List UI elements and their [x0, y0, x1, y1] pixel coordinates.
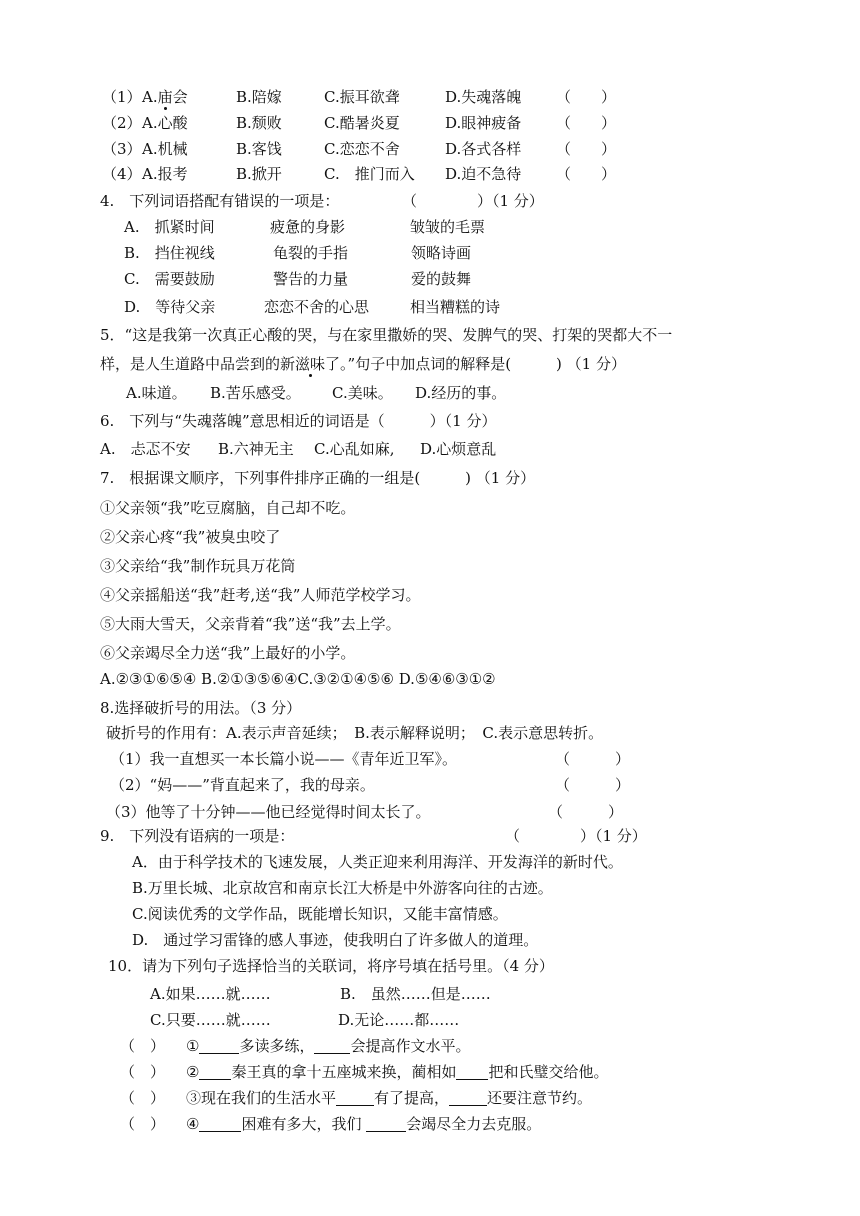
q10-option-b: B. 虽然……但是……: [340, 985, 491, 1003]
q10-s3-blank-1[interactable]: [336, 1089, 374, 1106]
q3-row-2-option-d[interactable]: D.眼神疲备: [445, 114, 522, 132]
q3-row-1-dotted-char: 庙: [157, 88, 173, 106]
q3-row-4-option-b[interactable]: B.掀开: [236, 165, 282, 183]
q8-dash-uses: 破折号的作用有：A.表示声音延续； B.表示解释说明； C.表示意思转折。: [106, 724, 604, 742]
q5-dotted-word: 滋味: [295, 355, 326, 373]
q10-s1-blank-2[interactable]: [314, 1037, 350, 1054]
q3-row-1-option-b[interactable]: B.陪嫁: [236, 88, 282, 106]
q7-event-1: ①父亲领“我”吃豆腐脑，自己却不吃。: [100, 499, 356, 517]
q10-s2-paren[interactable]: （ ）: [120, 1063, 166, 1081]
q3-row-3-option-d[interactable]: D.各式各样: [445, 140, 522, 158]
q8-stem: 8.选择破折号的用法。（3 分）: [100, 699, 302, 717]
q3-row-4-option-d[interactable]: D.迫不急待: [445, 165, 522, 183]
q8-item-3-paren[interactable]: （ ）: [548, 803, 624, 821]
q3-row-3-option-b[interactable]: B.客饯: [236, 140, 282, 158]
q3-row-4-option-c[interactable]: C. 推门而入: [324, 165, 415, 183]
q6-option-d[interactable]: D.心烦意乱: [420, 440, 497, 458]
q5-option-c[interactable]: C.美味。: [332, 384, 393, 402]
q10-s1-paren[interactable]: （ ）: [120, 1037, 166, 1055]
q9-option-b[interactable]: B.万里长城、北京故宫和南京长江大桥是中外游客向往的古迹。: [132, 879, 553, 897]
q3-row-2-option-c[interactable]: C.酷暑炎夏: [324, 114, 400, 132]
q5-option-a[interactable]: A.味道。: [126, 384, 187, 402]
q6-option-b[interactable]: B.六神无主: [218, 440, 294, 458]
q3-row-3-option-c[interactable]: C.恋恋不舍: [324, 140, 400, 158]
q3-row-1-answer-paren[interactable]: （ ）: [556, 88, 617, 106]
q3-row-3-number: （3）: [102, 140, 142, 158]
q7-event-2: ②父亲心疼“我”被臭虫咬了: [100, 528, 281, 546]
q3-row-2-answer-paren[interactable]: （ ）: [556, 114, 617, 132]
q6-stem: 6. 下列与“失魂落魄”意思相近的词语是（ ）（1 分）: [100, 412, 497, 430]
q10-option-a: A.如果……就……: [150, 985, 271, 1003]
q3-row-1-option-a[interactable]: A.庙会: [142, 88, 188, 106]
q10-s4-blank-1[interactable]: [199, 1115, 241, 1132]
q3-row-4-option-a[interactable]: A.报考: [142, 165, 188, 183]
q10-s4-blank-2[interactable]: [366, 1115, 406, 1132]
q6-option-a[interactable]: A. 忐忑不安: [100, 440, 191, 458]
q6-option-c[interactable]: C.心乱如麻,: [314, 440, 395, 458]
q10-option-d: D.无论……都……: [338, 1011, 460, 1029]
q5-option-b[interactable]: B.苦乐感受。: [210, 384, 301, 402]
q3-row-1-number: （1）: [102, 88, 142, 106]
q7-event-5: ⑤大雨大雪天，父亲背着“我”送“我”去上学。: [100, 615, 401, 633]
q3-row-2-number: （2）: [102, 114, 142, 132]
q5-option-d[interactable]: D.经历的事。: [415, 384, 507, 402]
q5-stem-line-1: 5．“这是我第一次真正心酸的哭，与在家里撒娇的哭、发脾气的哭、打架的哭都大不一: [100, 326, 673, 344]
q10-s3-blank-2[interactable]: [449, 1089, 487, 1106]
q9-option-a[interactable]: A．由于科学技术的飞速发展，人类正迎来利用海洋、开发海洋的新时代。: [132, 853, 623, 871]
q3-row-1-option-d[interactable]: D.失魂落魄: [445, 88, 522, 106]
q8-item-2: （2）“妈——”背直起来了，我的母亲。: [110, 776, 375, 794]
q10-stem: 10．请为下列句子选择恰当的关联词，将序号填在括号里。（4 分）: [108, 957, 554, 975]
q5-stem-line-2: 样，是人生道路中品尝到的新滋味了。”句子中加点词的解释是( ) （1 分）: [100, 355, 626, 373]
q4-stem: 4. 下列词语搭配有错误的一项是：: [100, 192, 340, 210]
q8-item-1-paren[interactable]: （ ）: [555, 750, 631, 768]
q10-s2-blank-1[interactable]: [199, 1063, 231, 1080]
q3-row-4-answer-paren[interactable]: （ ）: [556, 165, 617, 183]
q8-item-2-paren[interactable]: （ ）: [555, 776, 631, 794]
q3-row-2-option-a[interactable]: A.心酸: [142, 114, 188, 132]
q8-item-3: （3）他等了十分钟——他已经觉得时间太长了。: [106, 803, 431, 821]
q3-row-1-option-c[interactable]: C.振耳欲聋: [324, 88, 400, 106]
q10-s4-paren[interactable]: （ ）: [120, 1115, 166, 1133]
q7-stem: 7. 根据课文顺序，下列事件排序正确的一组是( ) （1 分）: [100, 469, 536, 487]
q3-row-3-answer-paren[interactable]: （ ）: [556, 140, 617, 158]
q4-answer-paren[interactable]: （ ）（1 分）: [402, 192, 544, 210]
q10-s3-paren[interactable]: （ ）: [120, 1089, 166, 1107]
q7-event-6: ⑥父亲竭尽全力送“我”上最好的小学。: [100, 644, 356, 662]
q3-row-2-option-b[interactable]: B.颓败: [236, 114, 282, 132]
q3-row-3-option-a[interactable]: A.机械: [142, 140, 188, 158]
q8-item-1: （1）我一直想买一本长篇小说——《青年近卫军》。: [110, 750, 458, 768]
q9-answer-paren[interactable]: （ ）（1 分）: [505, 827, 647, 845]
q10-s2-blank-2[interactable]: [456, 1063, 488, 1080]
q7-answer-options[interactable]: A.②③①⑥⑤④ B.②①③⑤⑥④C.③②①④⑤⑥ D.⑤④⑥③①②: [100, 670, 496, 688]
q9-stem: 9. 下列没有语病的一项是：: [100, 827, 295, 845]
q10-s1-blank-1[interactable]: [199, 1037, 239, 1054]
q10-option-c: C.只要……就……: [150, 1011, 271, 1029]
q9-option-c[interactable]: C.阅读优秀的文学作品，既能增长知识，又能丰富情感。: [132, 905, 508, 923]
q7-event-3: ③父亲给“我”制作玩具万花筒: [100, 557, 296, 575]
q9-option-d[interactable]: D. 通过学习雷锋的感人事迹，使我明白了许多做人的道理。: [132, 931, 539, 949]
q3-row-4-number: （4）: [102, 165, 142, 183]
q7-event-4: ④父亲摇船送“我”赶考,送“我”人师范学校学习。: [100, 586, 421, 604]
